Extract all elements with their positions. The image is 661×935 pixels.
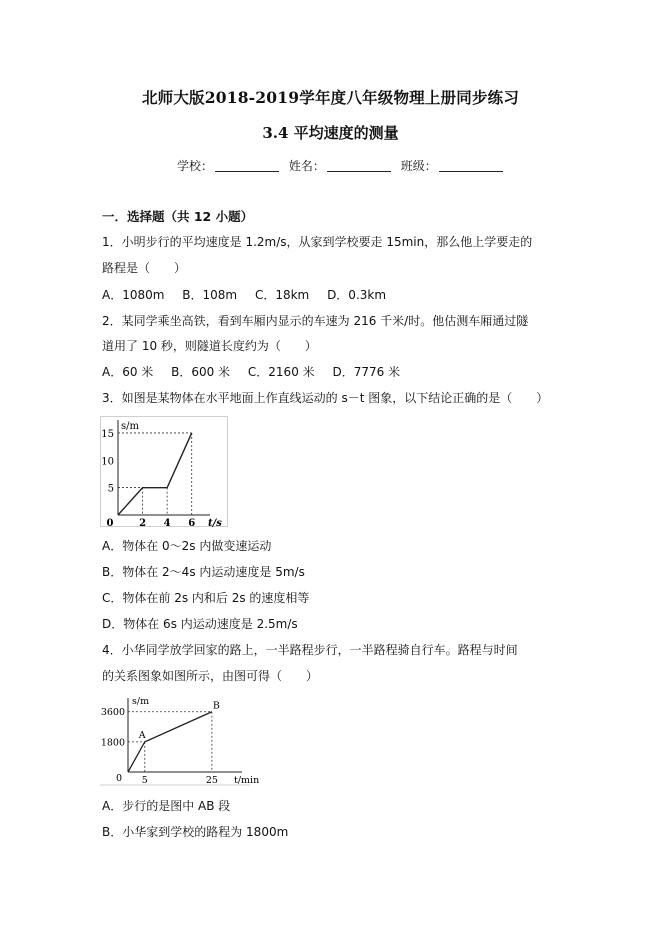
x-tick-label: 0 (106, 518, 114, 529)
class-blank (439, 159, 503, 172)
x-tick-label: 25 (205, 775, 218, 786)
y-tick-label: 10 (101, 456, 114, 468)
q1-option-a: A．1080m (102, 288, 165, 302)
q1-options (102, 286, 400, 303)
school-label: 学校： (177, 159, 214, 173)
q1-option-d: D．0.3km (327, 288, 387, 302)
y-tick-label: 5 (107, 483, 114, 495)
q1-line-1: 1．小明步行的平均速度是 1.2m/s，从家到学校要走 15min，那么他上学要走的 (102, 235, 533, 249)
x-tick-label: 6 (188, 518, 196, 529)
section-title: 一．选择题（共 12 小题） (102, 209, 254, 224)
q4-line-2: 的关系图象如图所示，由图可得（ ） (102, 669, 319, 683)
q2-option-a: A．60 米 (102, 365, 154, 379)
name-blank (327, 159, 391, 172)
x-axis-label: t/s (208, 518, 222, 529)
q2-option-b: B．600 米 (171, 365, 231, 379)
x-tick-label: 4 (163, 518, 171, 529)
y-tick-label: 3600 (100, 707, 125, 719)
y-axis-label: s/m (121, 421, 139, 432)
y-tick-label: 1800 (100, 737, 125, 749)
point-label-a: A (138, 729, 146, 741)
q4-chart (100, 690, 260, 790)
q1-line-2: 路程是（ ） (102, 261, 187, 275)
q4-option-b: B．小华家到学校的路程为 1800m (102, 825, 289, 839)
q4-line-1: 4．小华同学放学回家的路上，一半路程步行，一半路程骑自行车。路程与时间 (102, 643, 518, 657)
q2-option-d: D．7776 米 (332, 365, 401, 379)
q2-line-1: 2．某同学乘坐高铁，看到车厢内显示的车速为 216 千米/时。他估测车厢通过隧 (102, 314, 529, 328)
name-label: 姓名： (288, 159, 325, 173)
q3-option-d: D．物体在 6s 内运动速度是 2.5m/s (102, 617, 298, 631)
q1-option-c: C．18km (254, 288, 310, 302)
q4-option-a: A．步行的是图中 AB 段 (102, 799, 231, 813)
x-tick-label: 2 (139, 518, 147, 529)
q1-option-b: B．108m (182, 288, 238, 302)
q2-options (102, 363, 414, 380)
q2-option-c: C．2160 米 (247, 365, 315, 379)
q3-line-1: 3．如图是某物体在水平地面上作直线运动的 s－t 图象，以下结论正确的是（ ） (102, 391, 549, 405)
q3-option-c: C．物体在前 2s 内和后 2s 的速度相等 (102, 591, 310, 605)
q3-chart (100, 416, 230, 532)
school-blank (215, 159, 279, 172)
q4-st-graph (100, 690, 260, 786)
x-tick-label: 5 (141, 775, 148, 786)
origin-label: 0 (115, 773, 122, 784)
q2-line-2: 道用了 10 秒，则隧道长度约为（ ） (102, 339, 317, 353)
x-axis-label: t/min (234, 775, 260, 786)
point-label-b: B (212, 700, 220, 712)
student-info-line (177, 157, 509, 174)
q3-option-a: A．物体在 0～2s 内做变速运动 (102, 539, 272, 553)
q3-st-graph (100, 416, 230, 528)
y-axis-label: s/m (132, 696, 150, 707)
series-line (118, 433, 192, 515)
page-subtitle: 3.4 平均速度的测量 (262, 124, 399, 142)
y-tick-label: 15 (101, 428, 114, 440)
class-label: 班级： (400, 159, 437, 173)
q3-option-b: B．物体在 2～4s 内运动速度是 5m/s (102, 565, 305, 579)
page-title: 北师大版2018-2019学年度八年级物理上册同步练习 (141, 88, 520, 107)
